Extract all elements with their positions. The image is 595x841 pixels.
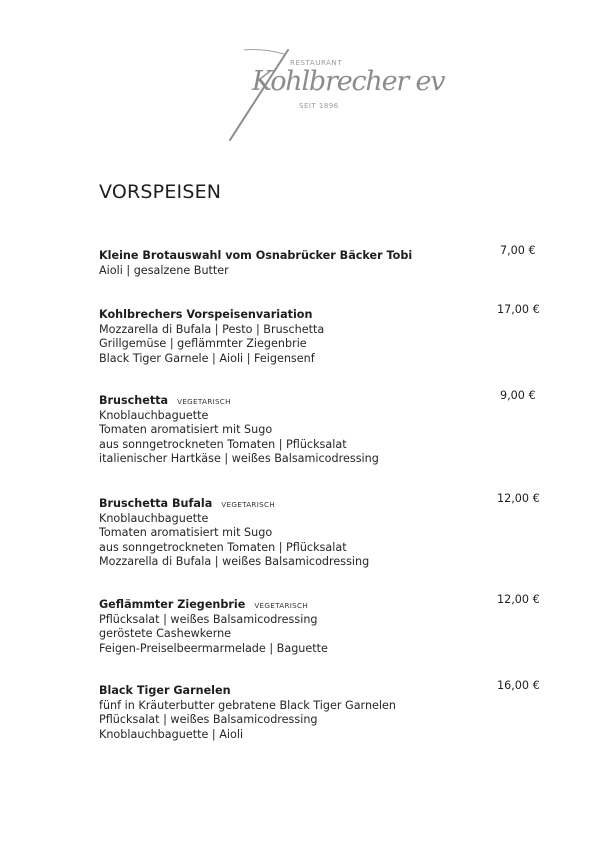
dish-description-line: Knoblauchbaguette xyxy=(99,511,209,525)
dish-price: 17,00 € xyxy=(497,303,540,316)
dish-description-line: geröstete Cashewkerne xyxy=(99,627,232,641)
dish-name: Kohlbrechers Vorspeisenvariation xyxy=(99,308,313,321)
dish-name: Bruschetta xyxy=(99,394,169,407)
dish-price: 9,00 € xyxy=(500,389,536,402)
dish-name: Black Tiger Garnelen xyxy=(99,684,231,697)
dish-price: 12,00 € xyxy=(497,593,540,606)
dish-name: Bruschetta Bufala xyxy=(99,497,213,510)
dish-name: Kleine Brotauswahl vom Osnabrücker Bäcker Tobi xyxy=(99,249,413,262)
dish-description-line: fünf in Kräuterbutter gebratene Black Tiger Garnelen xyxy=(99,698,397,712)
dish-description-line: Mozzarella di Bufala | weißes Balsamicodressing xyxy=(99,555,370,569)
menu-item xyxy=(99,303,539,366)
dish-description-line: italienischer Hartkäse | weißes Balsamicodressing xyxy=(99,452,379,466)
dish-description-line: Feigen-Preiselbeermarmelade | Baguette xyxy=(99,641,328,655)
dish-description-line: aus sonngetrockneten Tomaten | Pflücksalat xyxy=(99,437,347,451)
vegetarian-badge: VEGETARISCH xyxy=(177,397,231,406)
dish-price: 7,00 € xyxy=(500,244,536,257)
menu-item xyxy=(99,679,539,742)
dish-description-line: Pflücksalat | weißes Balsamicodressing xyxy=(99,713,318,727)
dish-description-line: Aioli | gesalzene Butter xyxy=(99,263,229,277)
dish-name: Geflämmter Ziegenbrie xyxy=(99,598,246,611)
dish-price: 16,00 € xyxy=(497,679,540,692)
vegetarian-badge: VEGETARISCH xyxy=(221,500,276,509)
section-title: VORSPEISEN xyxy=(99,181,222,203)
dish-description-line: aus sonngetrockneten Tomaten | Pflücksalat xyxy=(99,540,347,554)
menu-item xyxy=(99,389,539,467)
restaurant-logo xyxy=(222,44,445,144)
dish-description-line: Black Tiger Garnele | Aioli | Feigensenf xyxy=(99,351,315,365)
dish-description-line: Tomaten aromatisiert mit Sugo xyxy=(99,423,273,437)
dish-price: 12,00 € xyxy=(497,492,540,505)
dish-description-line: Pflücksalat | weißes Balsamicodressing xyxy=(99,612,318,626)
menu-item xyxy=(99,492,539,570)
vegetarian-badge: VEGETARISCH xyxy=(254,601,309,610)
logo-wordmark: Kohlbrecher ev xyxy=(252,66,445,97)
menu-item xyxy=(99,593,539,656)
menu-item xyxy=(99,244,539,278)
dish-description-line: Grillgemüse | geflämmter Ziegenbrie xyxy=(99,337,307,351)
dish-description-line: Tomaten aromatisiert mit Sugo xyxy=(99,526,273,540)
logo-restaurant-label: RESTAURANT xyxy=(290,59,343,67)
dish-description-line: Knoblauchbaguette xyxy=(99,408,209,422)
logo-since-label: SEIT 1896 xyxy=(299,102,339,110)
dish-description-line: Mozzarella di Bufala | Pesto | Bruschetta xyxy=(99,322,325,336)
dish-description-line: Knoblauchbaguette | Aioli xyxy=(99,727,244,741)
